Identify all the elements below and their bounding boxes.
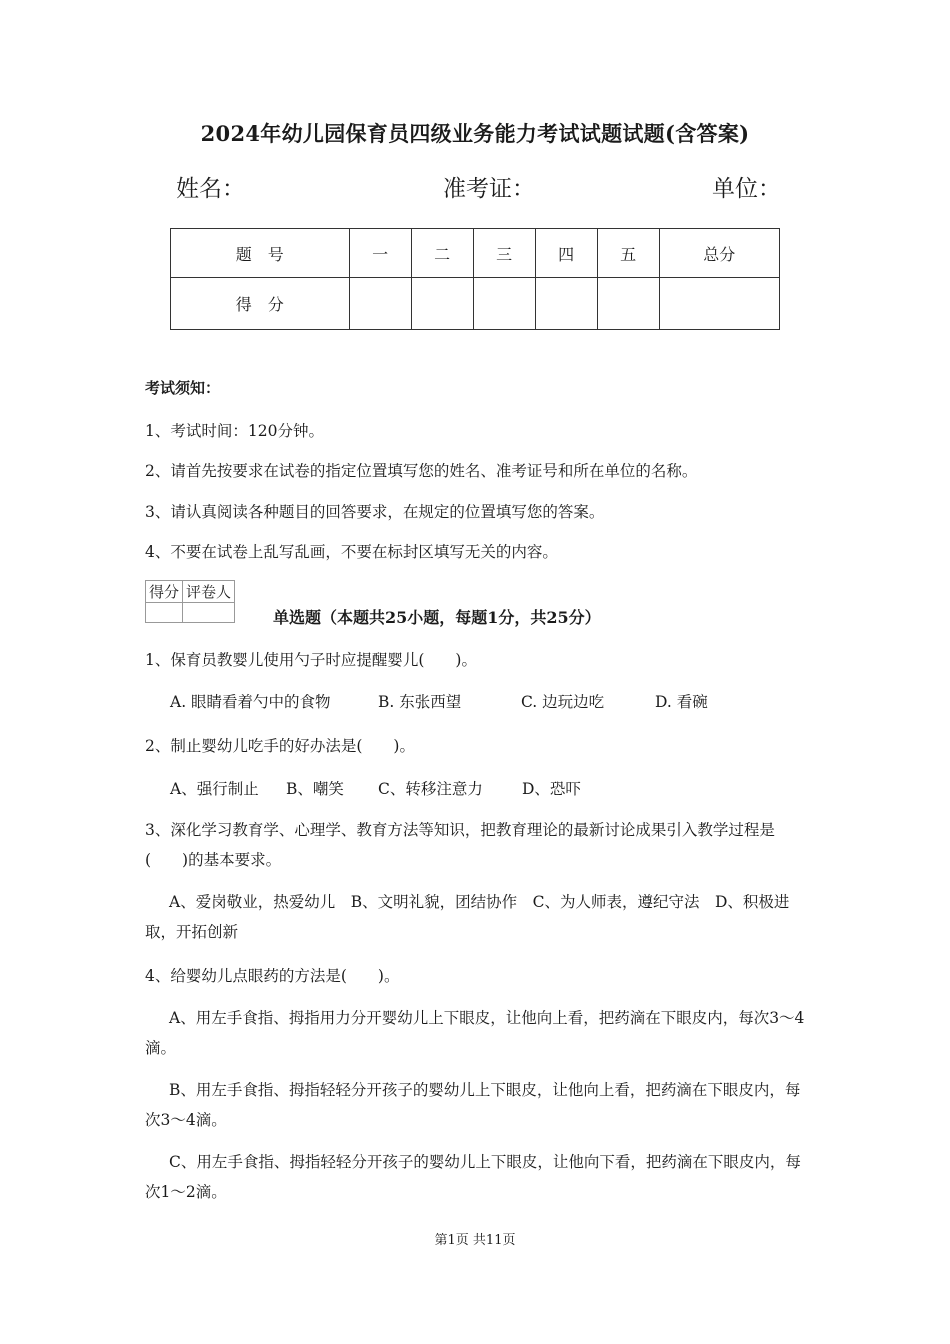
grader-score-label: 得分: [146, 581, 183, 603]
question-options: A、爱岗敬业，热爱幼儿 B、文明礼貌，团结协作 C、为人师表，遵纪守法 D、积极进取，开拓创新: [145, 893, 790, 941]
score-cell[interactable]: [473, 278, 535, 330]
score-cell[interactable]: [411, 278, 473, 330]
question-options: [170, 777, 581, 799]
question-option-c[interactable]: C、用左手食指、拇指轻轻分开孩子的婴幼儿上下眼皮，让他向下看，把药滴在下眼皮内，每次1～2滴。: [145, 1153, 801, 1201]
score-table-header-cell: 五: [597, 229, 659, 278]
question-option-a[interactable]: A、用左手食指、拇指用力分开婴幼儿上下眼皮，让他向上看，把药滴在下眼皮内，每次3～4滴。: [145, 1009, 805, 1057]
score-cell[interactable]: [349, 278, 411, 330]
page-title: 2024年幼儿园保育员四级业务能力考试试题试题(含答案): [200, 121, 750, 146]
question-stem: 1、保育员教婴儿使用勺子时应提醒婴儿( )。: [145, 651, 477, 669]
option[interactable]: D. 看碗: [655, 693, 708, 711]
notice-item: 1、考试时间：120分钟。: [145, 422, 324, 440]
grader-score-cell[interactable]: [146, 603, 183, 623]
grader-box: [145, 580, 235, 623]
option[interactable]: C、转移注意力: [378, 780, 483, 798]
score-cell[interactable]: [535, 278, 597, 330]
score-table-score-row: [171, 278, 780, 330]
option[interactable]: D、恐吓: [522, 780, 581, 798]
option[interactable]: C. 边玩边吃: [521, 693, 605, 711]
grader-reviewer-label: 评卷人: [183, 581, 235, 603]
score-table: [170, 228, 780, 330]
score-table-header-cell: 总分: [659, 229, 779, 278]
notice-title: 考试须知：: [145, 379, 221, 397]
page-footer: 第1页 共11页: [434, 1233, 516, 1248]
score-table-header-row: [171, 229, 780, 278]
question-option-b[interactable]: B、用左手食指、拇指轻轻分开孩子的婴幼儿上下眼皮，让他向上看，把药滴在下眼皮内，每次3～4滴。: [145, 1081, 801, 1129]
option[interactable]: A. 眼睛看着勺中的食物: [170, 693, 331, 711]
question-stem: 2、制止婴幼儿吃手的好办法是( )。: [145, 737, 415, 755]
notice-item: 3、请认真阅读各种题目的回答要求，在规定的位置填写您的答案。: [145, 503, 605, 521]
grader-reviewer-cell[interactable]: [183, 603, 235, 623]
score-table-header-cell: 三: [473, 229, 535, 278]
score-cell[interactable]: [597, 278, 659, 330]
score-table-header-cell: 二: [411, 229, 473, 278]
option[interactable]: A、强行制止: [170, 780, 259, 798]
score-table-header-cell: 题 号: [171, 229, 350, 278]
question-stem: 4、给婴幼儿点眼药的方法是( )。: [145, 967, 400, 985]
score-row-label: 得 分: [171, 278, 350, 330]
score-table-header-cell: 一: [349, 229, 411, 278]
section-title: 单选题（本题共25小题，每题1分，共25分）: [273, 608, 601, 627]
notice-item: 2、请首先按要求在试卷的指定位置填写您的姓名、准考证号和所在单位的名称。: [145, 462, 698, 480]
score-table-header-cell: 四: [535, 229, 597, 278]
name-field-label: 姓名：: [176, 176, 245, 202]
question-options: [170, 690, 708, 712]
question-stem: 3、深化学习教育学、心理学、教育方法等知识，把教育理论的最新讨论成果引入教学过程是( )的基本要求。: [145, 821, 775, 869]
exam-id-field-label: 准考证：: [443, 176, 535, 202]
unit-field-label: 单位：: [712, 176, 781, 202]
score-cell[interactable]: [659, 278, 779, 330]
option[interactable]: B. 东张西望: [378, 693, 462, 711]
option[interactable]: B、嘲笑: [286, 780, 344, 798]
notice-item: 4、不要在试卷上乱写乱画，不要在标封区填写无关的内容。: [145, 543, 558, 561]
